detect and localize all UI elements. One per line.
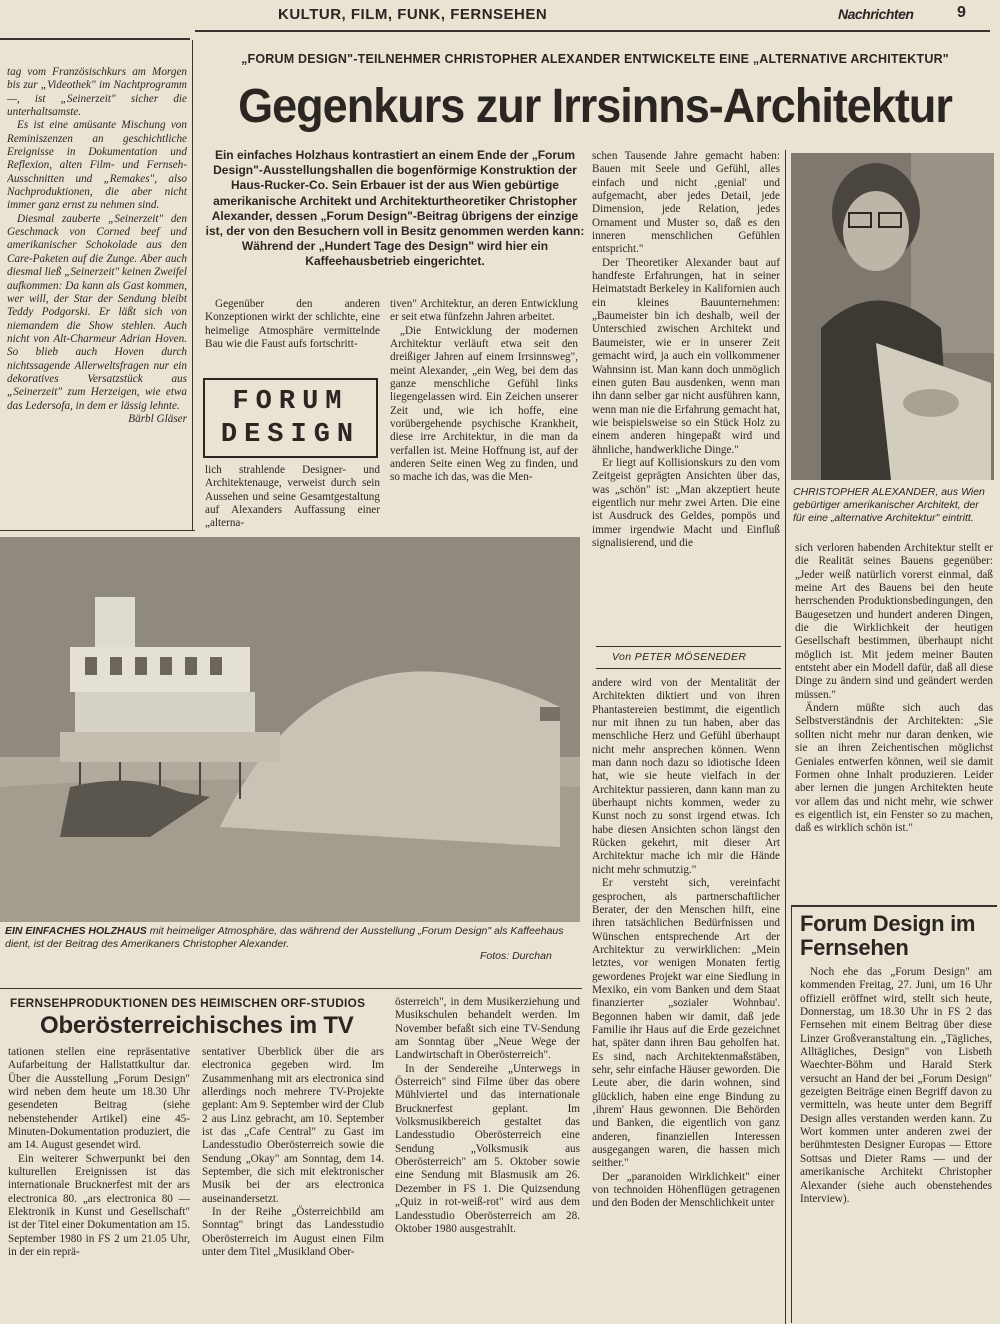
byline-rule-top <box>596 646 781 647</box>
left-paragraph-3: Diesmal zauberte „Seinerzeit" den Geschmack von Corned beef und amerikanischer Schokolade aus den Care-Paketen auf die Zunge. Aber auch diesmal ließ „Seinerzeit" keinen Zweifel aufkommen: Da kann als Gast kommen, wer will, der Star der Sendung bleibt Teddy Podgorski. Er läßt sich von niemandem die Show stehlen. Auch nicht von Alt-Charmeur Adrian Hoven. So blieb auch Hoven durch nichtssagende Allerweltsfragen nur ein dekoratives Versatzstück aus „Seinerzeit" zum Herzeigen, wie etwa das Ledersofa, in dem er lässig lehnte. <box>7 212 187 412</box>
orf-col3-paragraph-2: In der Sendereihe „Unterwegs in Österreich" sind Filme über das obere Mühlviertel und das internationale Brucknerfest geplant. Im Volksmusikbereich gestaltet das Landesstudio Oberösterreich eine Sendung „Volksmusik aus Oberösterreich" am 5. Oktober sowie eine Sendung mit Blasmusik am 26. Dezember in FS 1. Die Quizsendung „Quiz in rot-weiß-rot" wird aus dem Landesstudio Oberösterreich am 28. Oktober 1980 ausgestrahlt. <box>395 1062 580 1235</box>
article-col2 <box>390 298 578 534</box>
col1-text-b: lich strahlende Designer- und Architektenauge, verweist durch sein Aussehen und seine Gesamtgestaltung auf Alexanders Auffassung einer „alterna- <box>205 464 380 530</box>
section-header: KULTUR, FILM, FUNK, FERNSEHEN <box>278 6 548 23</box>
tv-box-text <box>800 966 992 1322</box>
house-caption-lead: EIN EINFACHES HOLZHAUS <box>5 925 147 937</box>
portrait-caption-name: CHRISTOPHER ALEXANDER, <box>793 486 939 498</box>
left-bottom-rule <box>0 530 195 531</box>
portrait-illustration <box>791 153 994 480</box>
article-col1-top <box>205 298 380 378</box>
orf-col1-paragraph-2: Ein weiterer Schwerpunkt bei den kulturellen Ereignissen ist das internationale Brucknerfest mit der ars electronica 80. „ars electronica 80 — Elektronik in Kunst und Gesellschaft" ist der Titel einer Dokumentation am 15. September 1980 in FS 2 um 21.05 Uhr, in der ein reprä- <box>8 1152 190 1259</box>
col4-paragraph-2: Ändern müßte sich auch das Selbstverständnis der Architekten: „Sie sollten nicht mehr nur daran denken, wie sie an ihren Zeichentischen möglichst Geniales entwerfen können, weil sie damit Formen ohne Inhalt produzieren. Leider aber lernen die jungen Architekten heute vor allem das und nicht mehr, wie schwer es eigentlich ist, ein Fenster so zu machen, daß es wirklich schön ist." <box>795 702 993 835</box>
portrait-caption-text: aus Wien gebürtiger amerikanischer Architekt, der für eine „alternative Architektur" eintritt. <box>793 486 985 524</box>
article-col4 <box>795 542 993 892</box>
left-paragraph-2: Es ist eine amüsante Mischung von Reminiszenzen an geschichtliche Ereignisse in Dokumentation und Reflexion, alten Film- und Fernseh-Ausschnitten und „Remakes", also Nachproduktionen, die aber nicht immer ganz ernst zu nehmen sind. <box>7 119 187 212</box>
orf-col2-paragraph-1: sentativer Überblick über die ars electronica gegeben wird. Im Zusammenhang mit ars electronica sind allerdings noch mehrere TV-Projekte geplant: Am 9. September wird der Club 2 aus Linz gebracht, am 10. September ist das „Cafe Central" zu Gast im Landesstudio Oberösterreich sowie die Sendung „Okay" am Sonntag, dem 14. September, die sich mit elektronischer Musik bei der ars electronica auseinandersetzt. <box>202 1046 384 1205</box>
orf-col1-paragraph-1: tationen stellen eine repräsentative Aufarbeitung der Hallstattkultur dar. Über die Ausstellung „Forum Design" wird neben dem heute um 18.30 Uhr gesendeten Beitrag (siehe nebenstehender Artikel) eine 45-Minuten-Dokumentation produziert, die am 14. August gesendet wird. <box>8 1046 190 1152</box>
header-rule <box>195 30 990 32</box>
col3-paragraph-1: schen Tausende Jahre gemacht haben: Bauen mit Seele und Gefühl, alles einfach und nicht ‚genial' und aufgemacht, aber jedes Detail, jede Dimension, jede Relation, jedes Ornament und Muster so, daß es den inneren menschlichen Gefühlen entspricht." <box>592 150 780 256</box>
col2-paragraph-1: tiven" Architektur, an deren Entwicklung er seit etwa fünfzehn Jahren arbeitet. <box>390 298 578 324</box>
col3-paragraph-3: Er liegt auf Kollisionskurs zu den vom Zeitgeist geprägten Ansichten über das, was „schön" ist: „Man akzeptiert heute eigentlich nur mehr zwei Arten. Die eine ist Ausdruck des Geldes, pompös und immer irgendwie Macht und Einfluß signalisierend, und die <box>592 456 780 549</box>
article-byline: Von PETER MÖSENEDER <box>612 651 747 663</box>
forum-design-logo <box>203 378 378 458</box>
portrait-photo <box>791 153 994 480</box>
col2-paragraph-2: „Die Entwicklung der modernen Architektur verläuft etwa seit den dreißiger Jahren auf einem Irrsinnsweg", meint Alexander, „ein Weg, bei dem das ganze menschliche Gefühl links liegengelassen wird. Ein Zeichen unserer Zeit und, wie ich hoffe, eine vorübergehende psychische Krankheit, diese irre Architektur, in die man da verfallen ist. Meine Hoffnung ist, auf der anderen Seite einen Weg zu finden, und so mache ich das, was die Men- <box>390 324 578 484</box>
col3-paragraph-2: Der Theoretiker Alexander baut auf handfeste Erfahrungen, hat in seiner Heimatstadt Berkeley in Kalifornien auch ein kleines Bauunternehmen: „Baumeister bin ich deshalb, weil der Unterschied zwischen Architekt und Baumeister, wie er in unserer Zeit gemacht wird, ja auch ein vollkommener Wahnsinn ist. Man kann doch unmöglich einen guten Bau ausdenken, wenn man ihn dann selber gar nicht ausführen kann, wenn man nie die Erfahrung gemacht hat, wie beispielsweise so ein Stück Holz zu einem anderen hingepaßt wird und ähnliche, handwerkliche Dinge." <box>592 256 780 456</box>
article-headline: Gegenkurs zur Irrsinns-Architektur <box>238 77 952 133</box>
orf-col2-paragraph-2: In der Reihe „Österreichbild am Sonntag" bringt das Landesstudio Oberösterreich im August einen Film unter dem Titel „Musikland Ober- <box>202 1206 384 1259</box>
orf-col2 <box>202 1046 384 1324</box>
left-column-article <box>7 66 187 526</box>
tv-box-headline: Forum Design im Fernsehen <box>800 911 976 960</box>
left-column-divider <box>192 40 193 530</box>
col3-lower-paragraph-2: Er versteht sich, vereinfacht gesprochen, als partnerschaftlicher Berater, der den Menschen hilft, eine ihren tatsächlichen Bedürfnissen und Wünschen entsprechende Art der Architektur zu verwirklichen: „Mein letztes, vor wenigen Monaten fertig gewordenes Projekt war eine Siedlung in Mexiko, ein vom Banken und dem Staat finanzierter „sozialer Wohnbau'. Begonnen haben wir damit, daß jede Familie ihr Haus auf die Erde gezeichnet hat, später dann ihren Bau geholfen hat. Es sind, nach Architektenmaßstäben, sehr, sehr einfache Häuser geworden. Die Leute aber, die darin wohnen, sind glücklich, haben eine enge Bindung zu ‚ihrem' Haus gewonnen. Die Behörden und Banken, die eigentlich von ganz anderen, finanziellen Interessen ausgegangen waren, die hassen mich seither." <box>592 877 780 1170</box>
left-signature: Bärbl Gläser <box>128 412 187 425</box>
logo-line-forum: FORUM <box>232 387 349 417</box>
left-paragraph-1: tag vom Französischkurs am Morgen bis zur „Videothek" im Nachtprogramm —, ist „Seinerzeit" sicher die unterhaltsamste. <box>7 66 187 119</box>
article-lead: Ein einfaches Holzhaus kontrastiert an einem Ende der „Forum Design"-Ausstellungshallen die bogenförmige Konstruktion der Haus-Rucker-Co. Sein Erbauer ist der aus Wien gebürtige amerikanische Architekt und Architekturtheoretiker Christopher Alexander, dessen „Forum Design"-Beitrag übrigens der einzige ist, der von den Besuchern voll in Besitz genommen werden kann: Während der „Hundert Tage des Design" wird hier ein Kaffeehausbetrieb eingerichtet. <box>205 148 585 269</box>
byline-rule-bottom <box>596 668 781 669</box>
orf-top-rule <box>0 988 582 989</box>
orf-col1 <box>8 1046 190 1324</box>
col1-text-a: Gegenüber den anderen Konzeptionen wirkt der schlichte, eine heimelige Atmosphäre vermittelnde Bau wie die Faust aufs fortschritt- <box>205 298 380 351</box>
article-col3-bottom <box>592 677 780 1324</box>
logo-line-design: DESIGN <box>220 420 361 450</box>
article-col1-bottom <box>205 464 380 534</box>
newspaper-logo: Nachrichten <box>838 6 914 22</box>
article-col3-top <box>592 150 780 646</box>
photo-credit: Fotos: Durchan <box>480 950 552 962</box>
orf-kicker: FERNSEHPRODUKTIONEN DES HEIMISCHEN ORF-STUDIOS <box>10 996 366 1010</box>
orf-col3-paragraph-1: österreich", in dem Musikerziehung und Musikschulen behandelt werden. Im November befaßt sich eine TV-Sendung am Sonntag über „Neue Wege der Landwirtschaft in Oberösterreich". <box>395 996 580 1062</box>
house-illustration <box>0 537 580 922</box>
tv-box-paragraph: Noch ehe das „Forum Design" am kommenden Freitag, 27. Juni, um 16 Uhr offiziell eröffnet wird, stellt sich heute, Donnerstag, um 18.30 Uhr in FS 2 das Fernsehen mit einem Beitrag über diese Linzer Großveranstaltung ein. „Tägliches, Alltägliches, Design" von Lisbeth Waechter-Böhm und Harald Sterk versucht an Hand der bei „Forum Design" gezeigten Beiträge einen Begriff davon zu vermitteln, was heute unter dem Begriff Design alles verstanden werden kann. Zu Wort kommen unter anderen zwei der berühmtesten Designer Europas — Ettore Sottsas und Dieter Rams — und der amerikanische Architekt Christopher Alexander (siehe auch obenstehendes Interview). <box>800 966 992 1205</box>
right-column-divider <box>785 150 786 1324</box>
col3-lower-paragraph-3: Der „paranoiden Wirklichkeit" einer von technoiden Höhenflügen getragenen und den Boden der Menschlichkeit unter <box>592 1170 780 1210</box>
col3-lower-paragraph-1: andere wird von der Mentalität der Architekten diktiert und von ihren Phantastereien bestimmt, die eigentlich nur mit ihnen zu tun haben, aber das menschliche Herz und Gefühl überhaupt nicht mehr ansprechen können. Wenn man dann noch dazu so idiotische Ideen hat, wie sie heute vielfach in der Architektur passieren, dann kann man zu überhaupt nichts kommen, weder zu Kunst noch zu sonst irgend etwas. Ich habe diesen Ansichten schon längst den Rücken gekehrt, mit dieser Art Architektur mache ich mir die Hände nicht mehr schmutzig." <box>592 677 780 876</box>
house-photo <box>0 537 580 922</box>
orf-headline: Oberösterreichisches im TV <box>40 1012 354 1039</box>
left-top-rule <box>0 38 190 40</box>
col4-paragraph-1: sich verloren habenden Architektur stellt er die Realität seines Bauens gegenüber: „Jeder weiß natürlich vorerst einmal, daß meine Art des Bauens bei den heute herrschenden Produktionsbedingungen, den Baugesetzen und hundert anderen Dingen, die die Wirklichkeit der heutigen Gesellschaft bestimmen, überhaupt nicht möglich ist. Mit jedem meiner Bauten entsteht aber ein Modell dafür, daß all diese Dinge zu ändern sind und geändert werden müssen." <box>795 542 993 701</box>
page-number: 9 <box>957 4 966 21</box>
article-kicker: „FORUM DESIGN"-TEILNEHMER CHRISTOPHER ALEXANDER ENTWICKELTE EINE „ALTERNATIVE ARCHITEKTUR" <box>241 52 949 66</box>
house-caption-text: mit heimeliger Atmosphäre, das während der Ausstellung „Forum Design" als Kaffeehaus dient, ist der Beitrag des Amerikaners Christopher Alexander. <box>5 925 564 950</box>
orf-col3 <box>395 996 580 1324</box>
portrait-caption <box>793 486 993 524</box>
house-caption <box>5 925 580 951</box>
